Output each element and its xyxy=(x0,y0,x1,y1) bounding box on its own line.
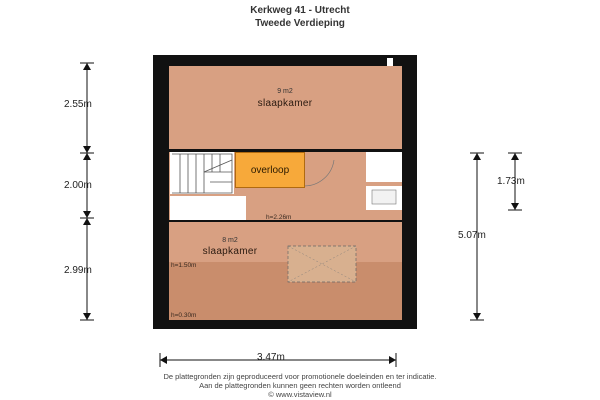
stair-void xyxy=(170,196,246,220)
plan-subtitle: Tweede Verdieping xyxy=(255,18,345,29)
dim-label-right-total: 5.07m xyxy=(458,230,486,241)
sloped-ceiling-zone xyxy=(169,262,402,320)
footer-disclaimer-2: Aan de plattegronden kunnen geen rechten worden ontleend xyxy=(199,381,401,390)
room-area-top: 9 m2 xyxy=(277,88,293,95)
cupboard xyxy=(366,152,402,182)
footer-disclaimer-1: De plattegronden zijn geproduceerd voor promotionele doeleinden en ter indicatie. xyxy=(163,372,437,381)
room-area-bottom: 8 m2 xyxy=(222,237,238,244)
plan-title: Kerkweg 41 - Utrecht xyxy=(250,5,350,16)
height-note-landing: h=2.26m xyxy=(266,214,292,221)
room-overloop-label: overloop xyxy=(250,164,290,176)
sink-basin xyxy=(372,190,396,204)
window-top xyxy=(387,58,393,66)
dim-label-right-inner: 1.73m xyxy=(497,176,525,187)
dim-label-left-top: 2.55m xyxy=(64,99,92,110)
dim-label-bottom: 3.47m xyxy=(257,352,285,363)
dim-label-left-bottom: 2.99m xyxy=(64,265,92,276)
room-name-top: slaapkamer xyxy=(257,98,313,109)
room-overloop xyxy=(235,152,305,188)
height-note-upper: h=1.50m xyxy=(171,262,197,269)
dim-label-left-middle: 2.00m xyxy=(64,180,92,191)
footer-copyright: © www.vistaview.nl xyxy=(268,390,332,399)
room-name-bottom: slaapkamer xyxy=(202,246,258,257)
height-note-lower: h=0.30m xyxy=(171,312,197,319)
